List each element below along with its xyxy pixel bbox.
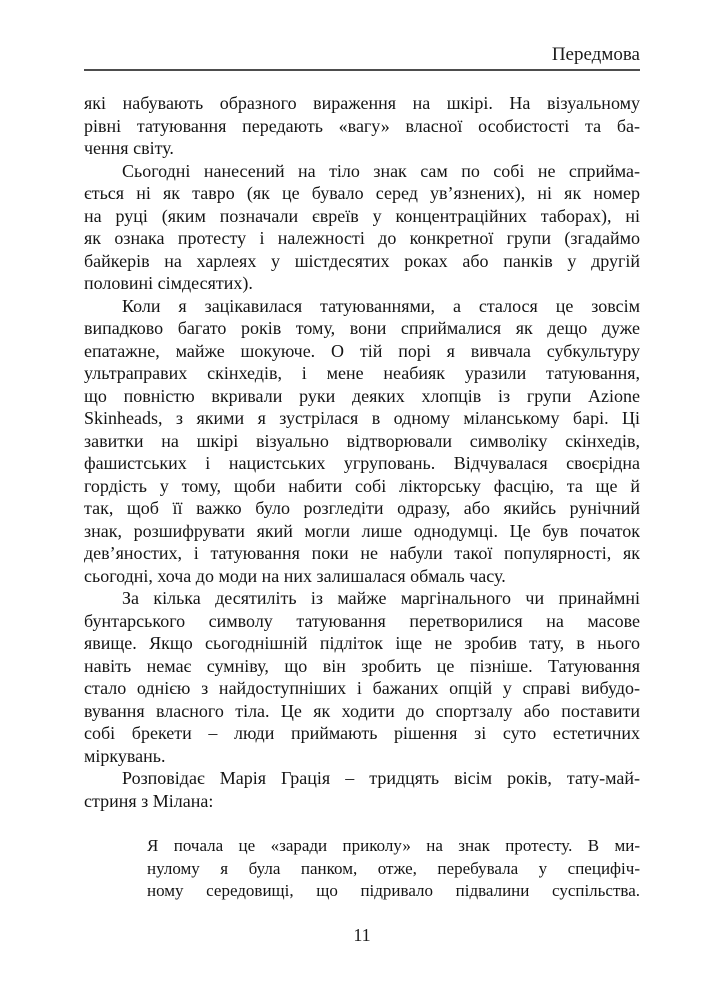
text-line: що повністю вкривали руки деяких хлопців із групи Azione — [84, 385, 640, 406]
text-line: собі брекети – люди приймають рішення зі суто естетичних — [84, 723, 640, 743]
text-line: знак, розшифрувати який могли лише однодумці. Це був початок — [84, 520, 640, 541]
paragraphs — [84, 92, 640, 812]
text-line: Розповідає Марія Грація – тридцять вісім років, тату-май- — [122, 768, 640, 788]
text-line: фашистських і нацистських угруповань. Відчувалася своєрідна — [84, 453, 640, 473]
text-line: Коли я зацікавилася татуюваннями, а сталося це зовсім — [122, 295, 640, 316]
text-line: навіть немає сумніву, що він зробить це пізніше. Татуювання — [84, 655, 640, 676]
page-number: 11 — [353, 925, 371, 945]
text-line: стриня з Мілана: — [84, 790, 214, 811]
text-line: ультраправих скінхедів, і мене неабияк уразили татуювання, — [84, 363, 640, 383]
running-title: Передмова — [551, 44, 640, 65]
text-line: Сьогодні нанесений на тіло знак сам по собі не сприйма- — [122, 160, 640, 181]
text-line: рівні татуювання передають «вагу» власної особистості та ба- — [84, 115, 640, 136]
text-line: Я почала це «заради приколу» на знак протесту. В ми- — [147, 836, 640, 855]
text-line: як ознака протесту і належності до конкретної групи (згадаймо — [84, 228, 640, 248]
text-line: які набувають образного вираження на шкірі. На візуальному — [84, 93, 640, 113]
text-line: епатажне, майже шокуюче. О тій порі я вивчала субкультуру — [84, 340, 640, 361]
body-text — [84, 92, 640, 903]
text-line: Skinheads, з якими я зустрілася в одному міланському барі. Ці — [84, 408, 640, 428]
text-line: ється ні як тавро (як це бувало серед ув’язнених), ні як номер — [84, 183, 640, 203]
text-line: гордість у тому, щоби набити собі лікторську фасцію, та ще й — [84, 475, 640, 496]
paragraph — [84, 295, 640, 588]
text-line: міркувань. — [84, 745, 166, 766]
paragraph — [84, 587, 640, 767]
text-line: байкерів на харлеях у шістдесятих роках або панків у другій — [84, 250, 640, 271]
text-line: явище. Якщо сьогоднішній підліток іще не зробив тату, в нього — [84, 633, 640, 653]
blockquote — [147, 835, 640, 903]
paragraph — [84, 160, 640, 295]
text-line: на руці (яким позначали євреїв у концентраційних таборах), ні — [84, 205, 640, 226]
paragraph — [84, 92, 640, 160]
text-line: бунтарського символу татуювання перетворилися на масове — [84, 610, 640, 631]
text-line: випадково багато років тому, вони сприймалися як дещо дуже — [84, 318, 640, 338]
text-line: чення світу. — [84, 138, 174, 158]
header-rule — [84, 69, 640, 71]
text-line: ному середовищі, що підривало підвалини суспільства. — [147, 881, 640, 900]
text-line: так, щоб її важко було розгледіти одразу, або якийсь рунічний — [84, 498, 640, 518]
text-line: стало однією з найдоступніших і бажаних опцій у справі вибудо- — [84, 678, 640, 698]
text-line: сьогодні, хоча до моди на них залишалася обмаль часу. — [84, 565, 506, 586]
text-line: половині сімдесятих). — [84, 273, 253, 293]
text-line: завитки на шкірі візуально відтворювали символіку скінхедів, — [84, 430, 640, 451]
text-line: нулому я була панком, отже, перебувала у специфіч- — [147, 858, 640, 878]
text-line: дев’яностих, і татуювання поки не набули такої популярності, як — [84, 543, 640, 563]
text-line: вування власного тіла. Це як ходити до спортзалу або поставити — [84, 700, 640, 721]
text-line: За кілька десятиліть із майже маргінального чи принаймні — [122, 588, 640, 608]
paragraph — [84, 767, 640, 812]
